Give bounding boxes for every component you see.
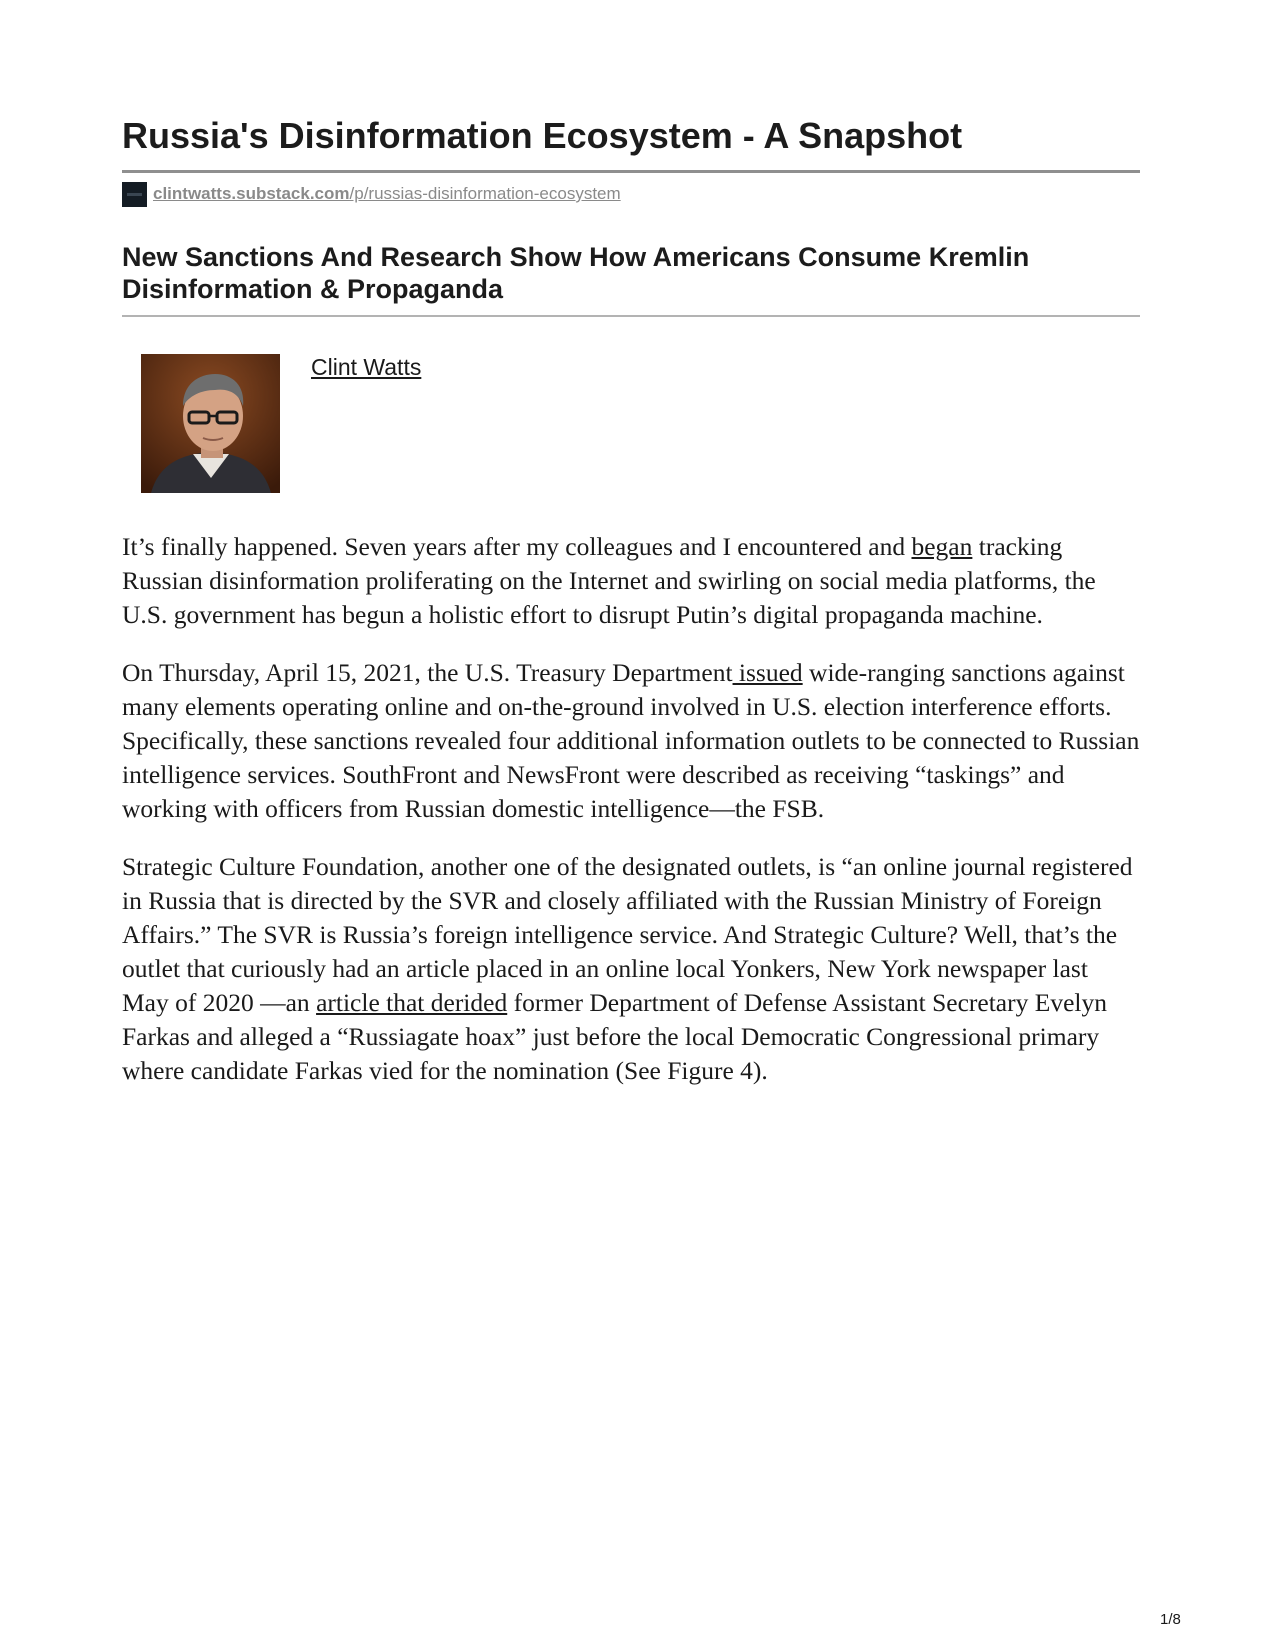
article-body [122, 530, 1140, 1112]
source-path: /p/russias-disinformation-ecosystem [349, 184, 621, 203]
paragraph [122, 656, 1140, 826]
source-domain: clintwatts.substack.com [153, 184, 350, 203]
paragraph-text: tracking Russian disinformation proliferating on the Internet and swirling on social media platforms, the U.S. government has begun a holistic effort to disrupt Putin’s digital propaganda machine. [122, 532, 1096, 629]
paragraph-text: wide-ranging sanctions against many elements operating online and on-the-ground involved in U.S. election interference efforts. Specifically, these sanctions revealed four additional information outlets to be connected to Russian intelligence services. SouthFront and NewsFront were described as receiving “taskings” and working with officers from Russian domestic intelligence—the FSB. [122, 658, 1140, 823]
article-subtitle: New Sanctions And Research Show How Americans Consume Kremlin Disinformation & Propaganda [122, 242, 1030, 304]
subtitle-divider [122, 315, 1140, 317]
paragraph [122, 850, 1140, 1088]
paragraph-text: On Thursday, April 15, 2021, the U.S. Treasury Department [122, 658, 733, 687]
source-url-link[interactable] [153, 184, 621, 204]
author-link[interactable]: Clint Watts [311, 354, 422, 380]
author-avatar [141, 354, 280, 493]
source-line [122, 181, 621, 207]
article-title: Russia's Disinformation Ecosystem - A Snapshot [122, 115, 963, 156]
issued-link[interactable]: issued [732, 658, 803, 687]
author-photo-icon [141, 354, 280, 493]
began-link[interactable]: began [911, 532, 973, 561]
page-number: 1/8 [1160, 1611, 1181, 1628]
substack-favicon-icon [122, 182, 147, 207]
paragraph [122, 530, 1140, 632]
paragraph-text: Strategic Culture Foundation, another one of the designated outlets, is “an online journal registered in Russia that is directed by the SVR and closely affiliated with the Russian Ministry of Foreign Affairs.” The SVR is Russia’s foreign intelligence service. And Strategic Culture? Well, that’s the outlet that curiously had an article placed in an online local Yonkers, New York newspaper last May of 2020 —an [122, 852, 1133, 1017]
title-divider [122, 170, 1140, 173]
paragraph-text: It’s finally happened. Seven years after my colleagues and I encountered and [122, 532, 912, 561]
article-that-derided-link[interactable]: article that derided [316, 988, 508, 1017]
paragraph-text: former Department of Defense Assistant Secretary Evelyn Farkas and alleged a “Russiagate hoax” just before the local Democratic Congressional primary where candidate Farkas vied for the nomination (See Figure 4). [122, 988, 1107, 1085]
